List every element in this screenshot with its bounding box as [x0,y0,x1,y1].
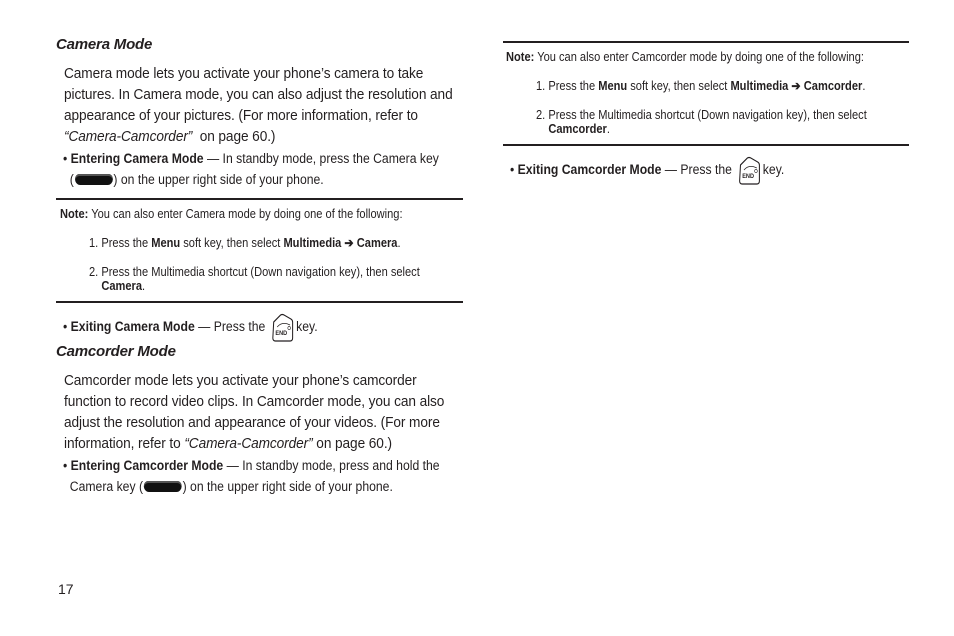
camcorder-mode-heading: Camcorder Mode [56,343,176,360]
svg-text:END: END [275,330,288,338]
bullet-title: Exiting Camera Mode [70,319,195,335]
end-key-icon [738,156,757,184]
note-text: You can also enter Camcorder mode by doing one of the following: [534,50,864,64]
paragraph-line [64,126,453,147]
step-text: . [862,79,866,93]
step-text: soft key, then select [627,79,731,93]
multimedia-label: Multimedia [283,236,342,250]
multimedia-label: Multimedia [730,79,789,93]
bullet-text: key. [759,162,785,178]
bullet-text: — In standby mode, press the Camera key [203,151,439,167]
camera-mode-heading: Camera Mode [56,36,153,53]
bullet-title: Entering Camera Mode [70,151,204,167]
entering-camcorder-bullet: • Entering Camcorder Mode — In standby mode, press and hold the Camera key ( ) on the upper right side of your phone. [63,458,440,495]
paragraph-line: Camcorder mode lets you activate your phone’s camcorder [64,372,417,389]
camera-key-icon [75,174,113,185]
note-camera-step-1 [89,236,401,250]
bullet-text: — Press the [661,162,736,178]
entering-camera-bullet: • Entering Camera Mode — In standby mode, press the Camera key ( ) on the upper right side of your phone. [63,151,439,188]
step-text: soft key, then select [180,236,284,250]
bullet-title: Exiting Camcorder Mode [517,162,662,178]
note-camcorder [506,50,864,64]
paragraph-line-tail: on page 60.) [199,128,276,145]
camera-mode-paragraph [64,63,453,147]
camcorder-label: Camcorder [803,79,863,93]
bullet-text: Camera key ( [69,479,144,495]
paragraph-line [64,433,444,454]
note-label: Note: [60,207,89,221]
note-camera [60,207,403,221]
bullet-text: — Press the [194,319,269,335]
bullet-title: Entering Camcorder Mode [70,458,224,474]
note-label: Note: [506,50,535,64]
step-text: 1. Press the [89,236,152,250]
exiting-camera-bullet: • Exiting Camera Mode — Press the END key. [63,313,318,341]
paragraph-line-tail: on page 60.) [312,435,392,452]
paragraph-line-head: information, refer to [64,435,185,452]
arrow-icon: ➔ [341,236,357,250]
paragraph-line: appearance of your pictures. (For more information, refer to [64,107,418,124]
paragraph-line: pictures. In Camera mode, you can also adjust the resolution and [64,86,453,103]
camcorder-label: Camcorder [548,122,607,136]
cross-reference: “Camera-Camcorder” [64,128,193,145]
cross-reference: “Camera-Camcorder” [184,435,313,452]
page-number: 17 [58,581,74,597]
step-text: 1. Press the [536,79,599,93]
bullet-text: ) on the upper right side of your phone. [182,479,393,495]
bullet-text: — In standby mode, press and hold the [223,458,440,474]
bullet-text: key. [292,319,318,335]
step-text: . [141,279,146,293]
menu-label: Menu [598,79,628,93]
menu-label: Menu [151,236,181,250]
step-text: . [397,236,401,250]
step-text: 2. Press the Multimedia shortcut (Down navigation key), then select [536,108,867,122]
bullet-text: ( [69,172,74,188]
end-key-icon [271,313,290,341]
svg-text:END: END [742,173,754,181]
camera-label: Camera [101,279,142,293]
paragraph-line: function to record video clips. In Camcorder mode, you can also [64,393,445,410]
camcorder-mode-paragraph [64,370,444,454]
camera-key-icon [144,481,182,492]
note-camera-step-2 [89,265,420,293]
camera-label: Camera [356,236,398,250]
arrow-icon: ➔ [788,79,804,93]
paragraph-line: adjust the resolution and appearance of your videos. (For more [64,414,440,431]
bullet-text: ) on the upper right side of your phone. [113,172,324,188]
exiting-camcorder-bullet: • Exiting Camcorder Mode — Press the END key. [510,156,784,184]
paragraph-line: Camera mode lets you activate your phone’s camera to take [64,65,424,82]
note-text: You can also enter Camera mode by doing one of the following: [88,207,403,221]
note-camcorder-step-2 [536,108,867,136]
step-text: . [606,122,610,136]
step-text: 2. Press the Multimedia shortcut (Down navigation key), then select [89,265,420,279]
note-camcorder-step-1 [536,79,865,93]
